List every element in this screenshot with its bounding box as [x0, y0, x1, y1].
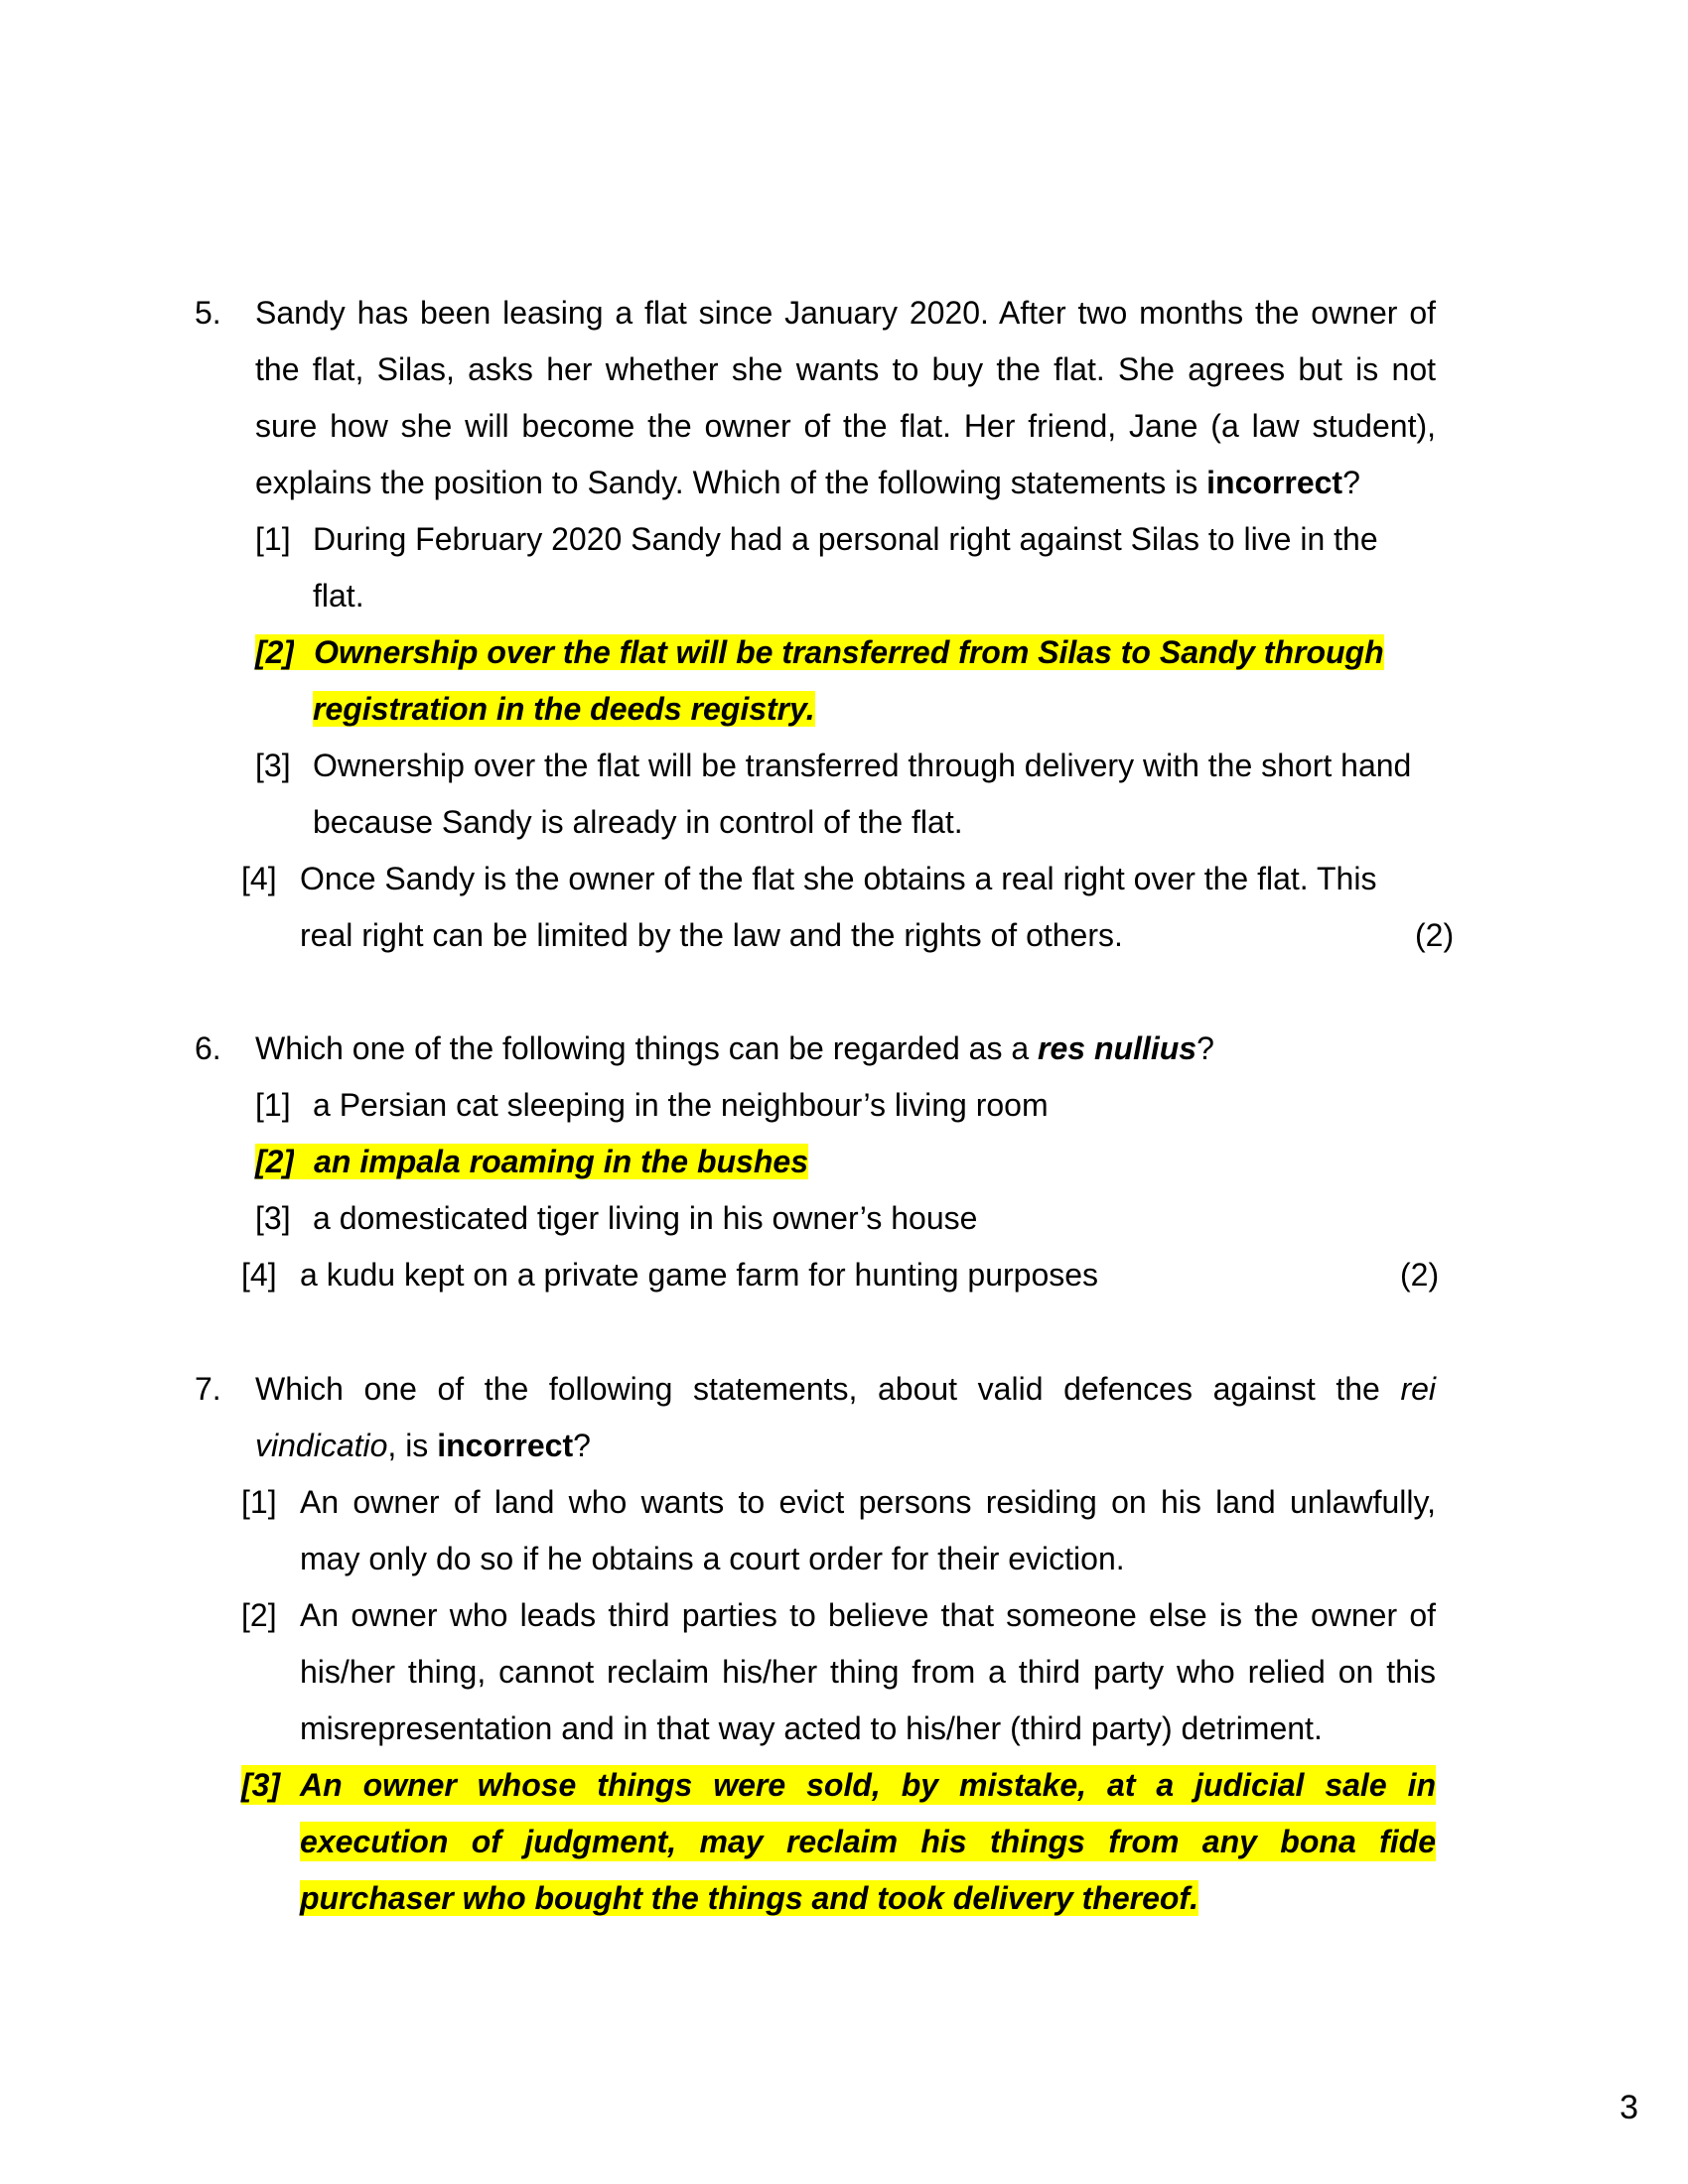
question-stem-line: vindicatio, is incorrect?: [255, 1428, 591, 1463]
option-label: [2]: [255, 634, 295, 670]
option-text: Once Sandy is the owner of the flat she obtains a real right over the flat. This: [300, 861, 1377, 896]
option-text: Ownership over the flat will be transferred from Silas to Sandy through: [294, 634, 1384, 670]
option-text: An owner whose things were sold, by mistake, at a judicial sale in: [300, 1767, 1436, 1803]
emphasis-incorrect: incorrect: [1206, 465, 1343, 500]
marks: (2): [1400, 1257, 1440, 1293]
option-label: [3]: [255, 1200, 291, 1236]
option-text: real right can be limited by the law and the rights of others.: [300, 917, 1123, 953]
option-text: misrepresentation and in that way acted to his/her (third party) detriment.: [300, 1710, 1323, 1746]
page-number: 3: [1619, 2089, 1638, 2126]
question-stem-line: Sandy has been leasing a flat since January 2020. After two months the owner of: [255, 295, 1436, 331]
option-label: [1]: [241, 1484, 277, 1520]
question-number: 7.: [195, 1371, 221, 1407]
question-number: 6.: [195, 1030, 221, 1066]
option-text: because Sandy is already in control of the flat.: [313, 804, 963, 840]
option-label: [2]: [255, 1144, 295, 1179]
option-text: flat.: [313, 578, 364, 614]
option-text: execution of judgment, may reclaim his things from any bona fide: [300, 1824, 1436, 1859]
option-text: registration in the deeds registry.: [313, 691, 815, 727]
question-number: 5.: [195, 295, 221, 331]
option-label: [4]: [241, 1257, 277, 1293]
option-label: [2]: [241, 1597, 277, 1633]
option-label: [3]: [241, 1765, 300, 1805]
option-text: An owner who leads third parties to believe that someone else is the owner of: [300, 1597, 1436, 1633]
option-text: may only do so if he obtains a court order for their eviction.: [300, 1541, 1125, 1576]
question-stem-line: sure how she will become the owner of the flat. Her friend, Jane (a law student),: [255, 408, 1436, 444]
option-label: [1]: [255, 1087, 291, 1123]
emphasis-incorrect: incorrect: [437, 1428, 574, 1463]
option-highlighted-line: [300, 1878, 1198, 1918]
question-stem-line: Which one of the following things can be regarded as a res nullius?: [255, 1030, 1214, 1066]
option-label: [3]: [255, 748, 291, 783]
question-stem-line: explains the position to Sandy. Which of the following statements is incorrect?: [255, 465, 1360, 500]
option-label: [1]: [255, 521, 291, 557]
option-text: Ownership over the flat will be transferred through delivery with the short hand: [313, 748, 1412, 783]
option-label: [4]: [241, 861, 277, 896]
option-highlighted-line: [313, 689, 815, 729]
option-highlighted: [255, 632, 1384, 672]
option-text: a Persian cat sleeping in the neighbour’s living room: [313, 1087, 1049, 1123]
emphasis-res-nullius: res nullius: [1038, 1030, 1197, 1066]
marks: (2): [1415, 917, 1455, 953]
option-text: During February 2020 Sandy had a personal right against Silas to live in the: [313, 521, 1378, 557]
option-text: An owner of land who wants to evict persons residing on his land unlawfully,: [300, 1484, 1436, 1520]
emphasis-rei: rei: [1400, 1371, 1437, 1407]
option-highlighted: [255, 1142, 808, 1181]
option-text: purchaser who bought the things and took delivery thereof.: [300, 1880, 1198, 1916]
option-text: a domesticated tiger living in his owner’s house: [313, 1200, 978, 1236]
question-stem-line: the flat, Silas, asks her whether she wants to buy the flat. She agrees but is not: [255, 351, 1436, 387]
option-text: an impala roaming in the bushes: [294, 1144, 808, 1179]
question-stem-line: Which one of the following statements, about valid defences against the rei: [255, 1371, 1437, 1407]
emphasis-vindicatio: vindicatio: [255, 1428, 388, 1463]
option-text: his/her thing, cannot reclaim his/her thing from a third party who relied on this: [300, 1654, 1436, 1690]
option-text: a kudu kept on a private game farm for hunting purposes: [300, 1257, 1099, 1293]
